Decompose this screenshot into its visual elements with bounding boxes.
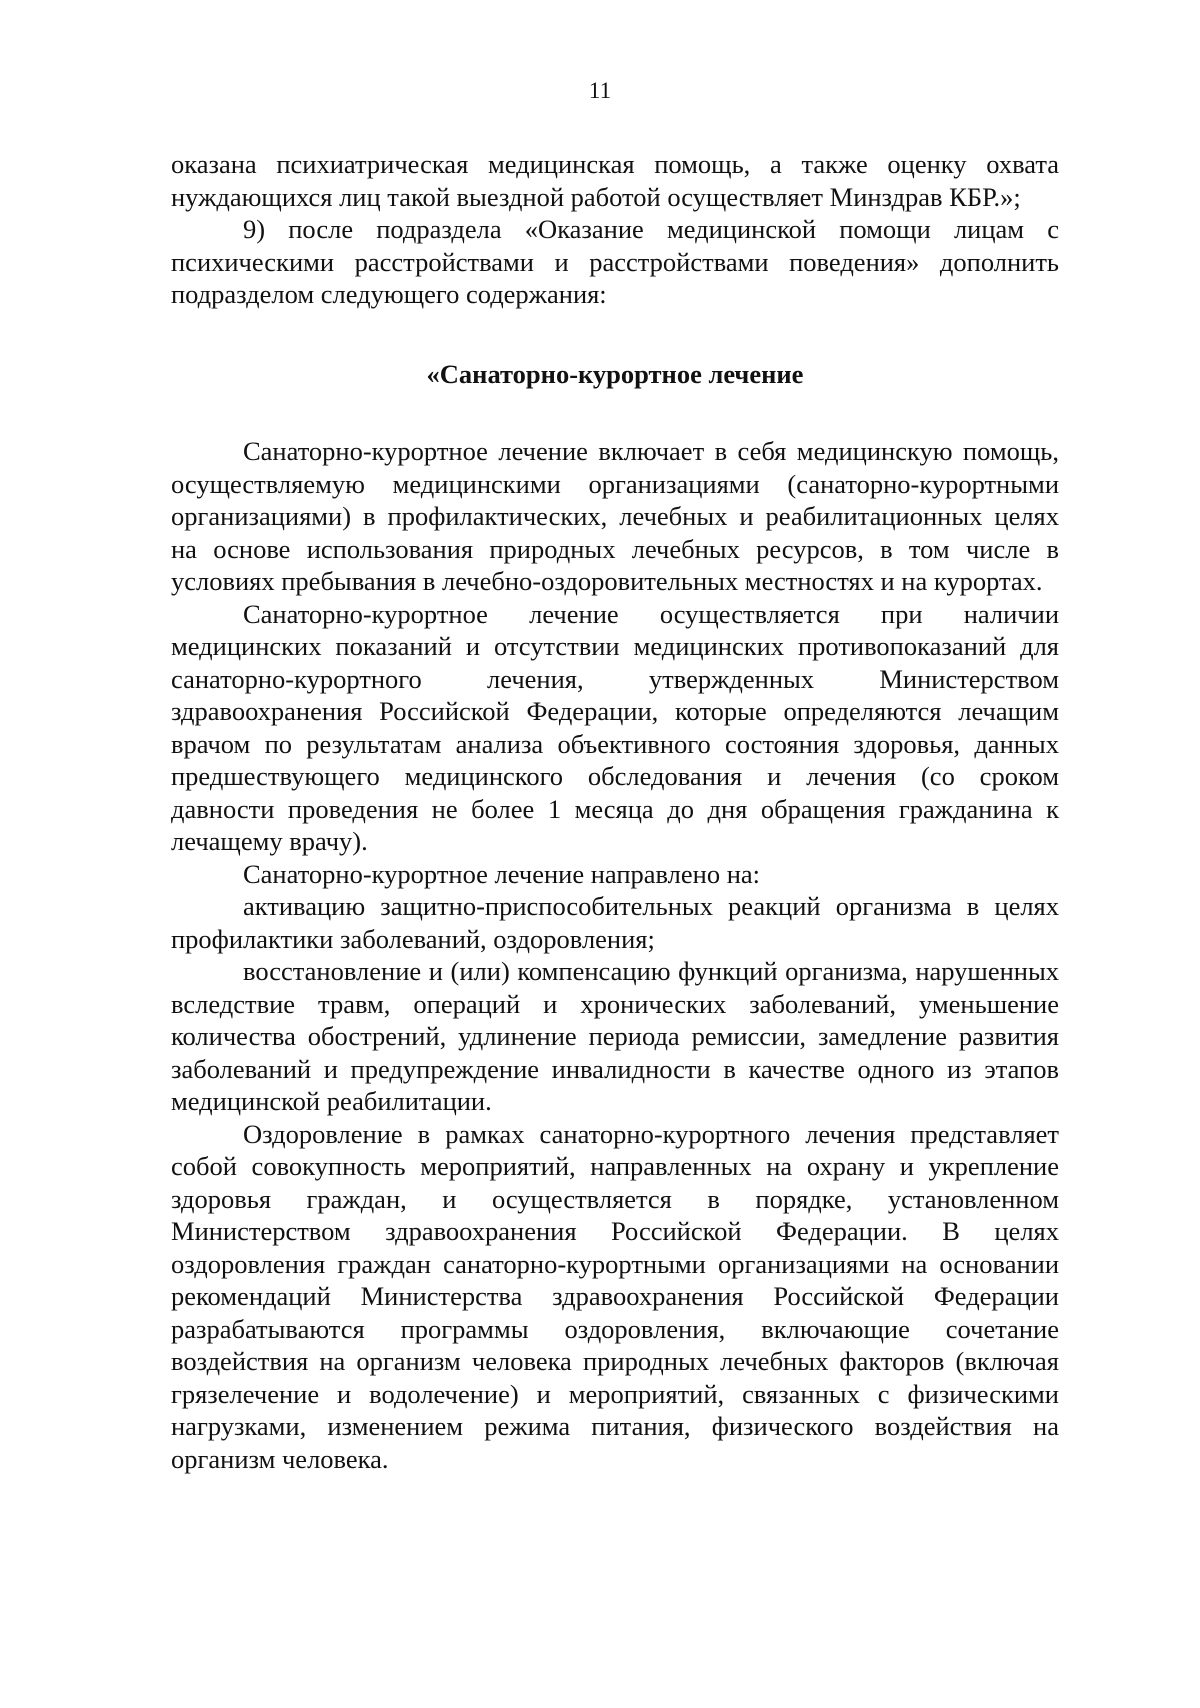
paragraph-aim-activation: активацию защитно-приспособительных реакций организма в целях профилактики заболеваний, оздоровления;	[171, 891, 1059, 954]
paragraph-health-improvement: Оздоровление в рамках санаторно-курортного лечения представляет собой совокупность мероприятий, направленных на охрану и укрепление здоровья граждан, и осуществляется в порядке, установленном Министерством здравоохранения Российской Федерации. В целях оздоровления граждан санаторно-курортными организациями на основании рекомендаций Министерства здравоохранения Российской Федерации разрабатываются программы оздоровления, включающие сочетание воздействия на организм человека природных лечебных факторов (включая грязелечение и водолечение) и мероприятий, связанных с физическими нагрузками, изменением режима питания, физического воздействия на организм человека.	[171, 1118, 1059, 1474]
paragraph-item-9: 9) после подраздела «Оказание медицинской помощи лицам с психическими расстройствами и расстройствами поведения» дополнить подразделом следующего содержания:	[171, 214, 1059, 309]
paragraph-definition: Санаторно-курортное лечение включает в себя медицинскую помощь, осуществляемую медицинскими организациями (санаторно-курортными организациями) в профилактических, лечебных и реабилитационных целях на основе использования природных лечебных ресурсов, в том числе в условиях пребывания в лечебно-оздоровительных местностях и на курортах.	[171, 436, 1059, 596]
paragraph-indications: Санаторно-курортное лечение осуществляется при наличии медицинских показаний и отсутствии медицинских противопоказаний для санаторно-курортного лечения, утвержденных Министерством здравоохранения Российской Федерации, которые определяются лечащим врачом по результатам анализа объективного состояния здоровья, данных предшествующего медицинского обследования и лечения (со сроком давности проведения не более 1 месяца до дня обращения гражданина к лечащему врачу).	[171, 598, 1059, 856]
document-body	[171, 148, 1059, 1475]
paragraph-aims-intro: Санаторно-курортное лечение направлено на:	[243, 858, 761, 889]
page-number: 11	[588, 78, 612, 103]
paragraph-aim-restoration: восстановление и (или) компенсацию функций организма, нарушенных вследствие травм, операций и хронических заболеваний, уменьшение количества обострений, удлинение периода ремиссии, замедление развития заболеваний и предупреждение инвалидности в качестве одного из этапов медицинской реабилитации.	[171, 956, 1059, 1116]
paragraph-continuation: оказана психиатрическая медицинская помощь, а также оценку охвата нуждающихся лиц такой выездной работой осуществляет Минздрав КБР.»;	[171, 149, 1059, 212]
section-heading: «Санаторно-курортное лечение	[426, 358, 804, 389]
